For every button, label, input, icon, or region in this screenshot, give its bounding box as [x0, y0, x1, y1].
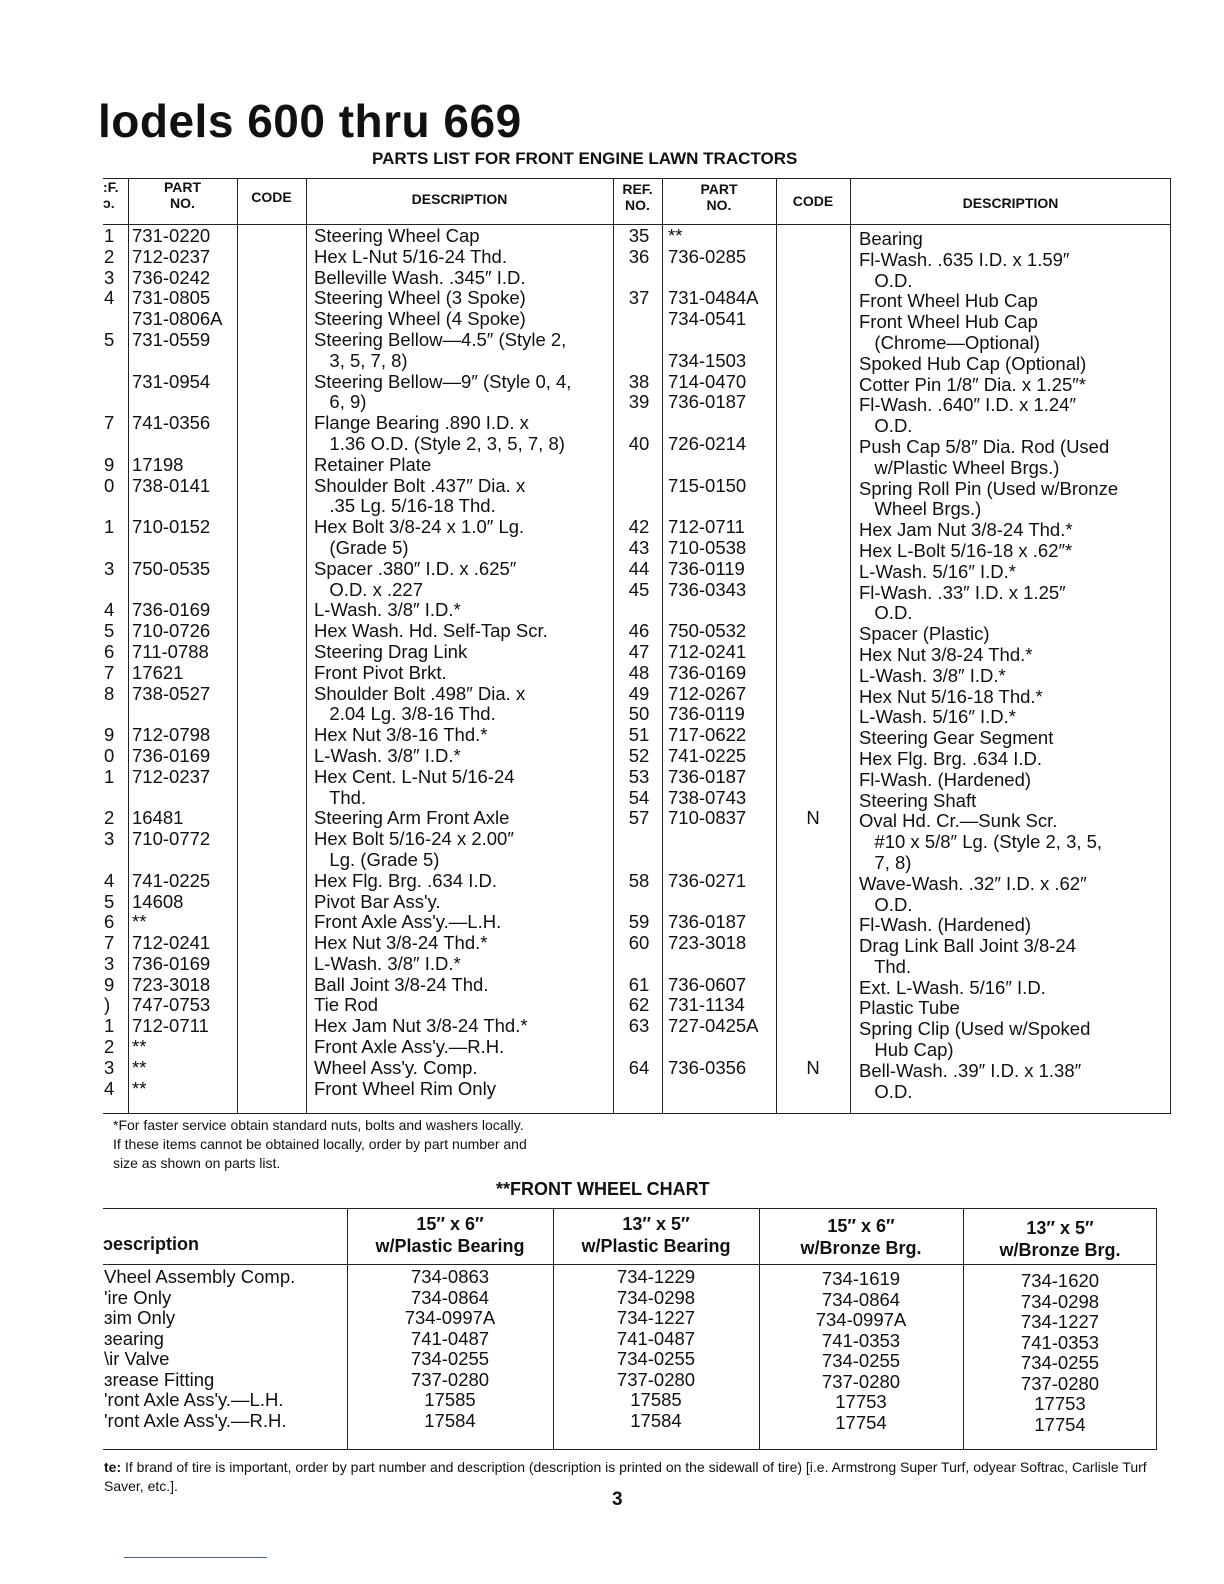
parts-list-subtitle: PARTS LIST FOR FRONT ENGINE LAWN TRACTORS [372, 149, 798, 168]
page-number: 3 [612, 1489, 623, 1510]
right-code-column: N N [806, 807, 820, 1078]
header-part-no-right: PART NO. [700, 181, 738, 213]
left-description-column: Steering Wheel Cap Hex L-Nut 5/16-24 Thd. Belleville Wash. .345″ I.D. Steering Wheel (3 Spoke) Steering Wheel (4 Spoke) Steering Bellow—4.5″ (Style 2, 3, 5, 7, 8) Steering Bellow—9″ (Style 0, 4, 6, 9) Flange Bearing .890 I.D. x 1.36 O.D. (Style 2, 3, 5, 7, 8) Retainer Plate Shoulder Bolt .437″ Dia. x .35 Lg. 5/16-18 Thd. Hex Bolt 3/8-24 x 1.0″ Lg. (Grade 5) Spacer .380″ I.D. x .625″ O.D. x .227 L-Wash. 3/8″ I.D.* Hex Wash. Hd. Self-Tap Scr. Steering Drag Link Front Pivot Brkt. Shoulder Bolt .498″ Dia. x 2.04 Lg. 3/8-16 Thd. Hex Nut 3/8-16 Thd.* L-Wash. 3/8″ I.D.* Hex Cent. L-Nut 5/16-24 Thd. Steering Arm Front Axle Hex Bolt 5/16-24 x 2.00″ Lg. (Grade 5) Hex Flg. Brg. .634 I.D. Pivot Bar Ass'y. Front Axle Ass'y.—L.H. Hex Nut 3/8-24 Thd.* L-Wash. 3/8″ I.D.* Ball Joint 3/8-24 Thd. Tie Rod Hex Jam Nut 3/8-24 Thd.* Front Axle Ass'y.—R.H. Wheel Ass'y. Comp. Front Wheel Rim Only [314, 225, 572, 1099]
wheel-header-15x6-bronze: 15″ x 6″ w/Bronze Brg. [800, 1216, 922, 1258]
wheel-15x6-plastic-column: 734-0863 734-0864 734-0997A 741-0487 734-0255 737-0280 17585 17584 [404, 1266, 496, 1431]
wheel-15x6-bronze-column: 734-1619 734-0864 734-0997A 741-0353 734-0255 737-0280 17753 17754 [815, 1268, 907, 1433]
wheel-header-description: ɔescription [103, 1234, 200, 1254]
right-description-column: Bearing Fl-Wash. .635 I.D. x 1.59″ O.D. Front Wheel Hub Cap Front Wheel Hub Cap (Chrome—Optional) Spoked Hub Cap (Optional) Cotter Pin 1/8″ Dia. x 1.25″* Fl-Wash. .640″ I.D. x 1.24″ O.D. Push Cap 5/8″ Dia. Rod (Used w/Plastic Wheel Brgs.) Spring Roll Pin (Used w/Bronze Wheel Brgs.) Hex Jam Nut 3/8-24 Thd.* Hex L-Bolt 5/16-18 x .62″* L-Wash. 5/16″ I.D.* Fl-Wash. .33″ I.D. x 1.25″ O.D. Spacer (Plastic) Hex Nut 3/8-24 Thd.* L-Wash. 3/8″ I.D.* Hex Nut 5/16-18 Thd.* L-Wash. 5/16″ I.D.* Steering Gear Segment Hex Flg. Brg. .634 I.D. Fl-Wash. (Hardened) Steering Shaft Oval Hd. Cr.—Sunk Scr. #10 x 5/8″ Lg. (Style 2, 3, 5, 7, 8) Wave-Wash. .32″ I.D. x .62″ O.D. Fl-Wash. (Hardened) Drag Link Ball Joint 3/8-24 Thd. Ext. L-Wash. 5/16″ I.D. Plastic Tube Spring Clip (Used w/Spoked Hub Cap) Bell-Wash. .39″ I.D. x 1.38″ O.D. [859, 228, 1119, 1102]
header-ref-left: :F. ɔ. [103, 179, 119, 211]
hardware-footnote: *For faster service obtain standard nuts, bolts and washers locally. If these items cannot be obtained locally, order by part number and size as shown on parts list. [113, 1117, 527, 1171]
header-part-no-left: PART NO. [163, 179, 202, 211]
bottom-rule [124, 1557, 267, 1558]
header-code-right: CODE [792, 193, 834, 209]
front-wheel-chart [103, 1208, 1157, 1450]
note-text: If brand of tire is important, order by part number and description (description is printed on the sidewall of tire) [i.e. Armstrong Super Turf, odyear Softrac, Carlisle Turf Saver, etc.]. [104, 1459, 1147, 1494]
wheel-descriptions-column: Vheel Assembly Comp. 'ire Only ɜim Only ɜearing \ir Valve ɜrease Fitting 'ront Axle Ass'y.—L.H. 'ront Axle Ass'y.—R.H. [104, 1266, 296, 1431]
header-description-left: DESCRIPTION [411, 191, 508, 207]
wheel-header-13x5-bronze: 13″ x 5″ w/Bronze Brg. [999, 1218, 1121, 1260]
front-wheel-chart-title: **FRONT WHEEL CHART [496, 1179, 710, 1199]
wheel-header-15x6-plastic: 15″ x 6″ w/Plastic Bearing [375, 1214, 525, 1256]
parts-table [103, 178, 1171, 1114]
wheel-header-13x5-plastic: 13″ x 5″ w/Plastic Bearing [581, 1214, 731, 1256]
right-ref-column: 35 36 37 38 39 40 42 43 44 45 46 47 48 49 50 51 52 53 54 57 58 59 60 61 62 63 64 [628, 225, 650, 1078]
header-code-left: CODE [251, 189, 292, 205]
page-title: lodels 600 thru 669 [98, 95, 522, 147]
left-ref-column: 1 2 3 4 5 7 9 0 1 3 4 5 6 7 8 9 0 1 2 3 4 5 6 7 3 9 ) 1 2 3 4 [104, 225, 115, 1099]
note-label: te: [104, 1459, 122, 1475]
right-part-column: ** 736-0285 731-0484A 734-0541 734-1503 714-0470 736-0187 726-0214 715-0150 712-0711 710-0538 736-0119 736-0343 750-0532 712-0241 736-0169 712-0267 736-0119 717-0622 741-0225 736-0187 738-0743 710-0837 736-0271 736-0187 723-3018 736-0607 731-1134 727-0425A 736-0356 [668, 225, 759, 1078]
wheel-13x5-bronze-column: 734-1620 734-0298 734-1227 741-0353 734-0255 737-0280 17753 17754 [1020, 1270, 1100, 1435]
header-description-right: DESCRIPTION [962, 195, 1059, 211]
header-ref-no-right: REF. NO. [622, 181, 653, 213]
tire-brand-note [104, 1458, 1164, 1496]
left-part-column: 731-0220 712-0237 736-0242 731-0805 731-0806A 731-0559 731-0954 741-0356 17198 738-0141 710-0152 750-0535 736-0169 710-0726 711-0788 17621 738-0527 712-0798 736-0169 712-0237 16481 710-0772 741-0225 14608 ** 712-0241 736-0169 723-3018 747-0753 712-0711 ** ** ** [132, 225, 223, 1099]
wheel-13x5-plastic-column: 734-1229 734-0298 734-1227 741-0487 734-0255 737-0280 17585 17584 [616, 1266, 696, 1431]
